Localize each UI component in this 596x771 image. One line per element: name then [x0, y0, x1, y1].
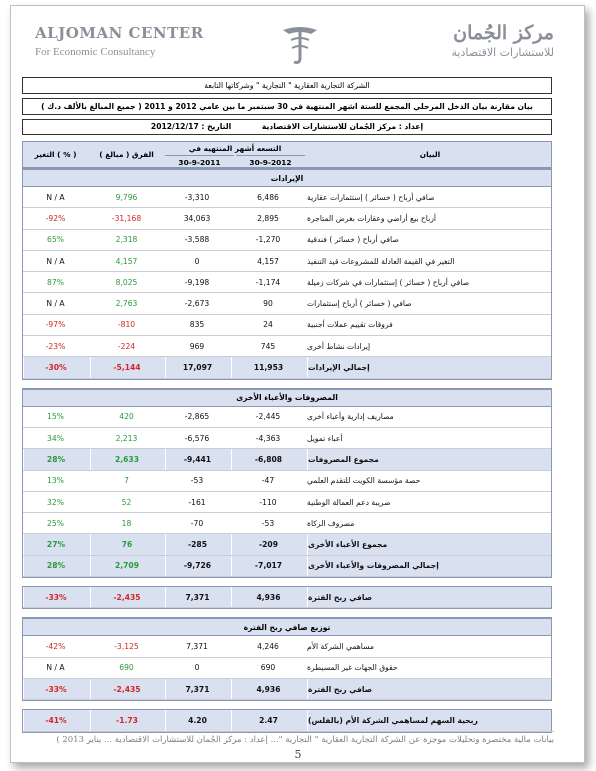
diff-cell: 2,213 [115, 433, 138, 443]
diff-cell: 2,763 [115, 299, 138, 309]
diff-cell: 420 [119, 412, 134, 422]
value-2012-cell: -4,363 [255, 433, 281, 443]
value-2012-cell: 2,895 [257, 213, 279, 223]
table-row [23, 492, 551, 513]
table-row [23, 513, 551, 534]
item-label-cell: مجموع الأعباء الأخرى [307, 534, 553, 554]
section-expenses-title: المصروفات والأعباء الأخرى [23, 389, 551, 407]
value-2011-cell: 34,063 [183, 213, 211, 223]
table-block [22, 586, 552, 609]
table-row [23, 251, 551, 272]
value-2012-cell: -2,445 [255, 412, 281, 422]
section-revenue-title: الإيرادات [23, 169, 551, 187]
value-2012-cell: 2.47 [231, 710, 305, 730]
change-cell: N / A [46, 192, 65, 202]
value-2011-cell: 4.20 [165, 710, 229, 730]
value-2012-cell: 6,486 [257, 192, 279, 202]
item-label-cell: ربحية السهم لمساهمي الشركة الأم (بالفلس) [307, 710, 553, 730]
change-cell: 25% [47, 518, 64, 528]
expenses-total-row [23, 556, 551, 577]
table-header [22, 141, 552, 168]
income-statement-table [22, 141, 552, 733]
distribution-total-row [23, 679, 551, 700]
value-2011-cell: -161 [188, 497, 206, 507]
change-cell: 27% [23, 534, 88, 554]
brand-english [35, 24, 204, 58]
col-item: البيان [419, 150, 441, 159]
diff-cell: -1.73 [90, 710, 163, 730]
col-2011: 30-9-2011 [165, 155, 234, 168]
value-2011-cell: 835 [189, 320, 205, 330]
change-cell: 28% [23, 556, 88, 576]
item-label-cell: إجمالي المصروفات والأعباء الأخرى [307, 556, 553, 576]
table-row [23, 336, 551, 357]
value-2011-cell: -3,310 [184, 192, 210, 202]
value-2012-cell: -7,017 [231, 556, 305, 576]
item-label-cell: إيرادات نشاط أخرى [307, 341, 371, 351]
change-cell: -42% [45, 641, 66, 651]
change-cell: 13% [47, 476, 64, 486]
diff-cell: 18 [121, 518, 132, 528]
section-distribution-title: توزيع صافي ربح الفترة [23, 618, 551, 636]
table-row [23, 187, 551, 208]
page-footer: بيانات مالية مختصرة وتحليلات موجزة عن الشركة التجارية العقارية " التجارية "... إعداد : مركز الجُمان للاستشارات الاقتصادية ... يناير 2013 ) [24, 731, 554, 745]
value-2011-cell: -2,673 [184, 299, 210, 309]
item-label-cell: أعباء تمويل [307, 433, 343, 443]
table-block [22, 709, 552, 732]
diff-cell: 9,796 [115, 192, 138, 202]
value-2012-cell: 690 [260, 663, 276, 673]
diff-cell: -810 [117, 320, 136, 330]
table-row [23, 230, 551, 251]
value-2011-cell: -9,441 [165, 449, 229, 469]
table-row [23, 658, 551, 679]
page-number: 5 [294, 748, 302, 761]
table-row [23, 636, 551, 657]
table-row [23, 208, 551, 229]
value-2012-cell: -53 [261, 518, 275, 528]
change-cell: 87% [47, 277, 64, 287]
diff-cell: -224 [117, 341, 136, 351]
value-2012-cell: -1,270 [255, 235, 281, 245]
table-block [22, 617, 552, 701]
item-label-cell: صافي أرباح ( خسائر ) إستثمارات في شركات زميلة [307, 277, 470, 287]
brand-ar-subtitle: للاستشارات الاقتصادية [451, 46, 554, 59]
item-label-cell: صافي أرباح ( خسائر ) فندقية [307, 235, 399, 245]
value-2012-cell: -209 [231, 534, 305, 554]
value-2012-cell: 4,936 [231, 679, 305, 699]
change-cell: -41% [23, 710, 88, 730]
col-diff: الفرق ( مبالغ ) [99, 150, 154, 159]
change-cell: -33% [23, 679, 88, 699]
table-block [22, 168, 552, 380]
statement-title: بيان مقارنة بيان الدخل المرحلي المجمع للستة اشهر المنتهية في 30 سبتمبر ما بين عامي 2012 و 2011 ( جميع المبالغ بالألف د.ك ) [22, 98, 552, 115]
value-2011-cell: 7,371 [165, 587, 229, 607]
change-cell: -23% [45, 341, 66, 351]
item-label-cell: ضريبة دعم العمالة الوطنية [307, 497, 391, 507]
item-label-cell: صافي ربح الفترة [307, 587, 553, 607]
report-date: التاريخ : 2012/12/17 [150, 122, 232, 131]
change-cell: 28% [23, 449, 88, 469]
value-2011-cell: -285 [165, 534, 229, 554]
col-period-group: التسعه أشهر المنتهيه في [188, 144, 282, 153]
change-cell: 65% [47, 235, 64, 245]
value-2011-cell: -9,726 [165, 556, 229, 576]
prepared-by-bar [22, 119, 552, 135]
value-2012-cell: 90 [263, 299, 273, 309]
expenses-subtotal-row [23, 449, 551, 470]
value-2011-cell: -3,588 [184, 235, 210, 245]
diff-cell: 2,709 [90, 556, 163, 576]
change-cell: N / A [46, 256, 65, 266]
change-cell: N / A [46, 663, 65, 673]
value-2011-cell: -6,576 [184, 433, 210, 443]
revenue-total-row [23, 357, 551, 378]
diff-cell: 2,318 [115, 235, 138, 245]
change-cell: -30% [23, 357, 88, 377]
brand-en-subtitle: For Economic Consultancy [35, 46, 156, 58]
aljoman-logo-icon [277, 22, 323, 68]
item-label-cell: إجمالي الإيرادات [307, 357, 553, 377]
diff-cell: 4,157 [115, 256, 138, 266]
value-2012-cell: 4,936 [231, 587, 305, 607]
table-block [22, 388, 552, 578]
diff-cell: 8,025 [115, 277, 138, 287]
item-label-cell: صافي أرباح ( خسائر ) إستثمارات عقارية [307, 192, 435, 202]
change-cell: -92% [45, 213, 66, 223]
value-2011-cell: -70 [190, 518, 204, 528]
change-cell: N / A [46, 299, 65, 309]
value-2012-cell: -47 [261, 476, 275, 486]
value-2012-cell: 4,246 [257, 641, 279, 651]
table-row [23, 471, 551, 492]
table-row [23, 272, 551, 293]
diff-cell: 52 [121, 497, 132, 507]
item-label-cell: مصاريف إدارية وأعباء أخرى [307, 412, 394, 422]
item-label-cell: مصروف الزكاة [307, 518, 355, 528]
item-label-cell: مساهمي الشركة الأم [307, 641, 374, 651]
company-header: الشركة التجارية العقارية " التجارية " وشركاتها التابعة [22, 77, 552, 94]
diff-cell: 7 [124, 476, 129, 486]
value-2012-cell: 745 [260, 341, 276, 351]
value-2011-cell: -2,865 [184, 412, 210, 422]
change-cell: 15% [47, 412, 64, 422]
diff-cell: -2,435 [90, 587, 163, 607]
item-label-cell: مجموع المصروفات [307, 449, 553, 469]
diff-cell: 690 [119, 663, 134, 673]
value-2012-cell: 4,157 [257, 256, 279, 266]
diff-cell: -2,435 [90, 679, 163, 699]
change-cell: -97% [45, 320, 66, 330]
value-2012-cell: -1,174 [255, 277, 281, 287]
table-row [23, 293, 551, 314]
value-2012-cell: 11,953 [231, 357, 305, 377]
value-2012-cell: 24 [263, 320, 273, 330]
item-label-cell: أرباح بيع أراضي وعقارات بغرض المتاجرة [307, 213, 436, 223]
diff-cell: -3,125 [114, 641, 139, 651]
brand-ar-title: مركز الجُمان [453, 22, 554, 44]
change-cell: 34% [47, 433, 64, 443]
table-row [23, 407, 551, 428]
diff-cell: -31,168 [111, 213, 142, 223]
value-2011-cell: -9,198 [184, 277, 210, 287]
diff-cell: -5,144 [90, 357, 163, 377]
other-charges-subtotal-row [23, 534, 551, 555]
table-row [23, 315, 551, 336]
brand-arabic [452, 22, 555, 59]
value-2011-cell: 0 [194, 663, 200, 673]
value-2011-cell: 17,097 [165, 357, 229, 377]
value-2011-cell: -53 [190, 476, 204, 486]
diff-cell: 2,633 [90, 449, 163, 469]
change-cell: 32% [47, 497, 64, 507]
prepared-by: إعداد : مركز الجُمان للاستشارات الاقتصادية [261, 122, 424, 131]
brand-en-title: ALJOMAN CENTER [35, 24, 204, 42]
item-label-cell: صافي ربح الفترة [307, 679, 553, 699]
value-2012-cell: -6,808 [231, 449, 305, 469]
item-label-cell: فروقات تقييم عملات أجنبية [307, 320, 393, 330]
item-label-cell: صافي ( خسائر ) أرباح إستثمارات [307, 299, 412, 309]
eps-row [23, 710, 551, 731]
diff-cell: 76 [90, 534, 163, 554]
change-cell: -33% [23, 587, 88, 607]
col-2012: 30-9-2012 [236, 155, 305, 168]
net-profit-row [23, 587, 551, 608]
value-2011-cell: 969 [189, 341, 205, 351]
item-label-cell: حقوق الجهات غير المسيطرة [307, 663, 398, 673]
value-2011-cell: 7,371 [165, 679, 229, 699]
value-2011-cell: 0 [194, 256, 200, 266]
col-change: التغير ( % ) [34, 150, 77, 159]
item-label-cell: التغير في القيمة العادلة للمشروعات قيد التنفيذ [307, 256, 455, 266]
value-2012-cell: -110 [259, 497, 277, 507]
table-row [23, 428, 551, 449]
item-label-cell: حصة مؤسسة الكويت للتقدم العلمي [307, 476, 421, 486]
value-2011-cell: 7,371 [186, 641, 208, 651]
